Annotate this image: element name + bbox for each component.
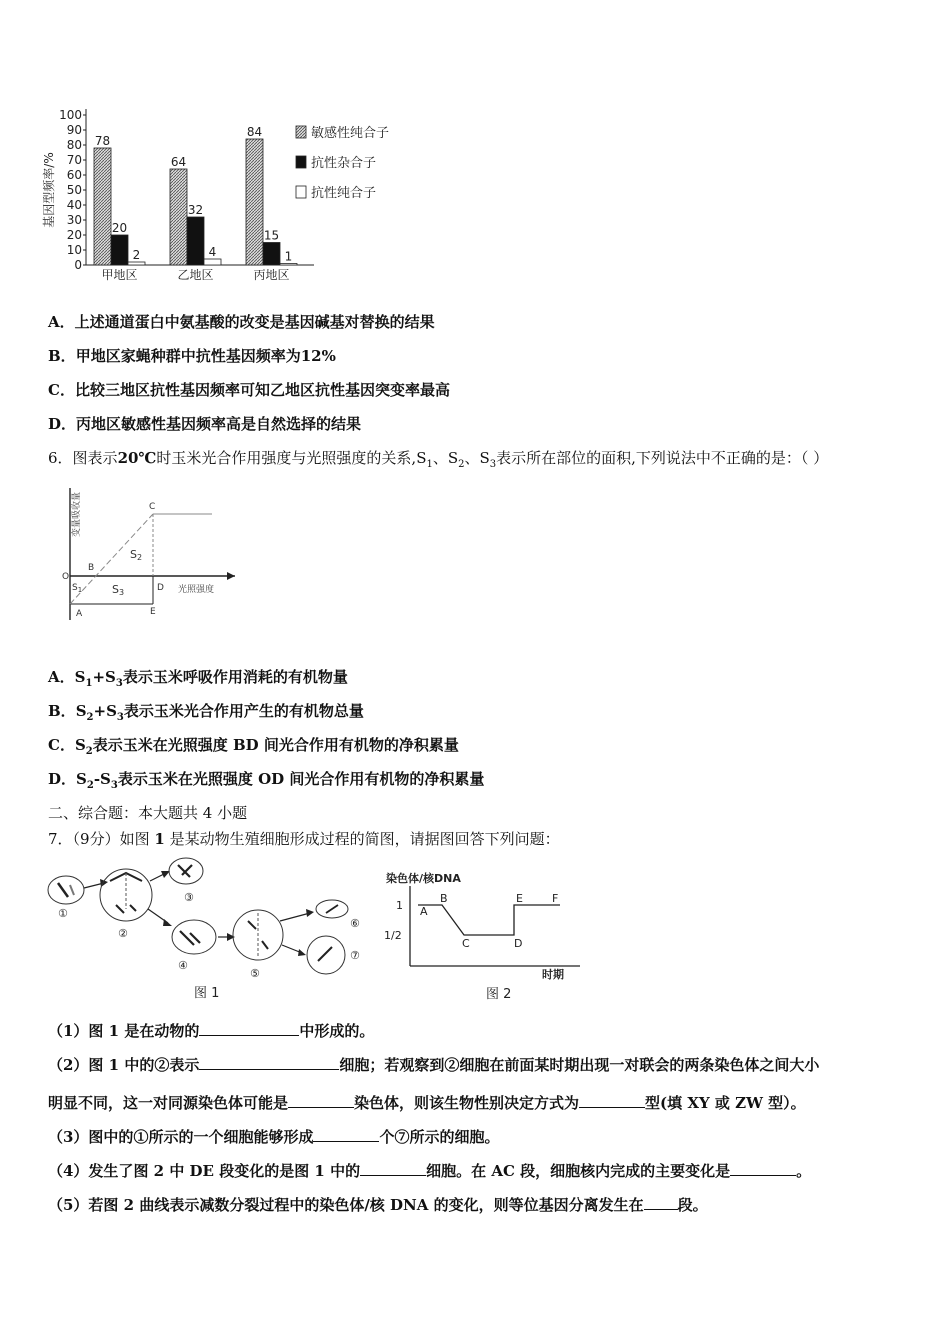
svg-text:1/2: 1/2 <box>384 929 402 942</box>
bar <box>187 217 204 265</box>
y-tick-label: 70 <box>66 153 82 167</box>
answer-blank[interactable] <box>360 1161 426 1176</box>
q6-option-a: A．$S_1+S_3$表示玉米呼吸作用消耗的有机物量 <box>48 668 348 689</box>
photosynthesis-graph <box>50 480 250 630</box>
bar-value-label: 2 <box>132 248 141 262</box>
svg-text:②: ② <box>118 927 128 940</box>
q7-part-2: （2）图 1 中的②表示 细胞；若观察到②细胞在前面某时期出现一对联会的两条染色体之间大小 <box>48 1056 820 1074</box>
q7-part-5: （5）若图 2 曲线表示减数分裂过程中的染色体/核 DNA 的变化，则等位基因分离发生在 段。 <box>48 1196 708 1214</box>
svg-text:D: D <box>157 583 164 593</box>
svg-text:1: 1 <box>396 899 403 912</box>
answer-blank[interactable] <box>313 1127 379 1142</box>
answer-blank[interactable] <box>730 1161 796 1176</box>
fig2-caption: 图 2 <box>486 987 512 1002</box>
svg-text:⑤: ⑤ <box>250 967 260 980</box>
y-tick-label: 0 <box>74 258 82 272</box>
answer-blank[interactable] <box>199 1021 299 1036</box>
svg-text:B: B <box>88 563 95 573</box>
svg-text:③: ③ <box>184 891 194 904</box>
chromosome-dna-graph <box>380 868 585 1008</box>
bar-value-label: 20 <box>111 221 128 235</box>
y-tick-label: 20 <box>66 228 82 242</box>
svg-text:B: B <box>440 892 448 905</box>
answer-blank[interactable] <box>199 1055 339 1070</box>
y-tick-label: 100 <box>59 108 82 122</box>
q5-option-b: B．甲地区家蝇种群中抗性基因频率为12% <box>48 347 336 365</box>
bar-value-label: 84 <box>246 125 263 139</box>
cell-division-figure <box>44 855 384 1005</box>
answer-blank[interactable] <box>579 1093 645 1108</box>
answer-blank[interactable] <box>288 1093 354 1108</box>
bar <box>246 139 263 265</box>
y-tick-label: 10 <box>66 243 82 257</box>
y-tick-label: 60 <box>66 168 82 182</box>
svg-text:O: O <box>62 572 70 582</box>
q5-option-d: D．丙地区敏感性基因频率高是自然选择的结果 <box>48 415 362 433</box>
svg-text:A: A <box>420 905 428 918</box>
ratio-curve <box>418 905 560 935</box>
bar <box>170 169 187 265</box>
bar-value-label: 32 <box>187 203 204 217</box>
svg-text:⑥: ⑥ <box>350 917 360 930</box>
graph-ylabel: 变量吸收量 <box>72 491 82 537</box>
y-tick-label: 30 <box>66 213 82 227</box>
bar <box>128 262 145 265</box>
answer-blank[interactable] <box>644 1195 678 1210</box>
q7-part-4: （4）发生了图 2 中 DE 段变化的是图 1 中的 细胞。在 AC 段，细胞核内完成的主要变化是 。 <box>48 1162 812 1180</box>
svg-text:S2: S2 <box>130 548 143 562</box>
q7-part-1: （1）图 1 是在动物的 中形成的。 <box>48 1022 375 1040</box>
bar <box>111 235 128 265</box>
q5-option-a: A．上述通道蛋白中氨基酸的改变是基因碱基对替换的结果 <box>48 313 435 331</box>
svg-text:C: C <box>462 937 470 950</box>
x-category-label: 丙地区 <box>253 268 290 282</box>
section-heading: 二、综合题：本大题共 4 小题 <box>48 804 248 822</box>
q5-option-c: C．比较三地区抗性基因频率可知乙地区抗性基因突变率最高 <box>48 381 450 399</box>
bar <box>280 264 297 266</box>
svg-text:S1: $S_1$ <box>72 583 83 594</box>
q6-option-b: B．$S_2+S_3$表示玉米光合作用产生的有机物总量 <box>48 702 364 723</box>
legend-swatch <box>296 156 306 168</box>
svg-text:A: A <box>76 609 83 619</box>
legend-label: 敏感性纯合子 <box>311 126 390 141</box>
q6-option-c: C．$S_2$表示玉米在光照强度 BD 间光合作用有机物的净积累量 <box>48 736 459 757</box>
svg-text:④: ④ <box>178 959 188 972</box>
q7-part-2-cont: 明显不同，这一对同源染色体可能是 染色体，则该生物性别决定方式为 型(填 XY 或 ZW 型）。 <box>48 1094 806 1112</box>
q6-option-d: D．$S_2-S_3$表示玉米在光照强度 OD 间光合作用有机物的净积累量 <box>48 770 485 791</box>
svg-text:⑦: ⑦ <box>350 949 360 962</box>
svg-text:D: D <box>514 937 523 950</box>
y-tick-label: 90 <box>66 123 82 137</box>
genotype-bar-chart <box>44 100 414 290</box>
cell-7 <box>307 936 345 974</box>
bar-value-label: 64 <box>170 155 187 169</box>
q7-part-3: （3）图中的①所示的一个细胞能够形成 个⑦所示的细胞。 <box>48 1128 500 1146</box>
svg-text:①: ① <box>58 907 68 920</box>
fig1-caption: 图 1 <box>194 986 220 1001</box>
fig2-ylabel: 染色体/核DNA <box>386 872 461 885</box>
q6-stem: 6．图表示20℃时玉米光合作用强度与光照强度的关系$,S_1$、$S_2$、$S_3$表示所在部位的面积,下列说法中不正确的是：（ ） <box>48 449 829 470</box>
svg-text:E: E <box>516 892 523 905</box>
bar-value-label: 15 <box>263 228 280 243</box>
legend-swatch <box>296 126 306 138</box>
legend-label: 抗性杂合子 <box>311 156 377 171</box>
bar-value-label: 1 <box>284 249 293 264</box>
svg-text:E: E <box>150 607 156 617</box>
graph-xlabel: 光照强度 <box>178 585 215 595</box>
svg-text:S3: S3 <box>112 583 125 597</box>
legend-label: 抗性纯合子 <box>311 186 377 201</box>
y-tick-label: 50 <box>66 183 82 197</box>
cell-1 <box>48 876 84 904</box>
bar-value-label: 4 <box>208 245 217 259</box>
bar <box>263 243 280 266</box>
x-category-label: 甲地区 <box>101 268 138 282</box>
bar <box>204 259 221 265</box>
y-tick-label: 80 <box>66 138 82 152</box>
q7-stem: 7．（9分）如图 1 是某动物生殖细胞形成过程的简图，请据图回答下列问题： <box>48 830 560 848</box>
bar-value-label: 78 <box>94 134 111 148</box>
y-tick-label: 40 <box>66 198 82 212</box>
y-axis-label: 基因型频率/% <box>42 152 56 228</box>
legend-swatch <box>296 186 306 198</box>
x-category-label: 乙地区 <box>177 268 214 282</box>
fig2-xlabel: 时期 <box>542 968 564 981</box>
bar <box>94 148 111 265</box>
svg-text:C: C <box>149 502 156 512</box>
svg-text:F: F <box>552 892 559 905</box>
